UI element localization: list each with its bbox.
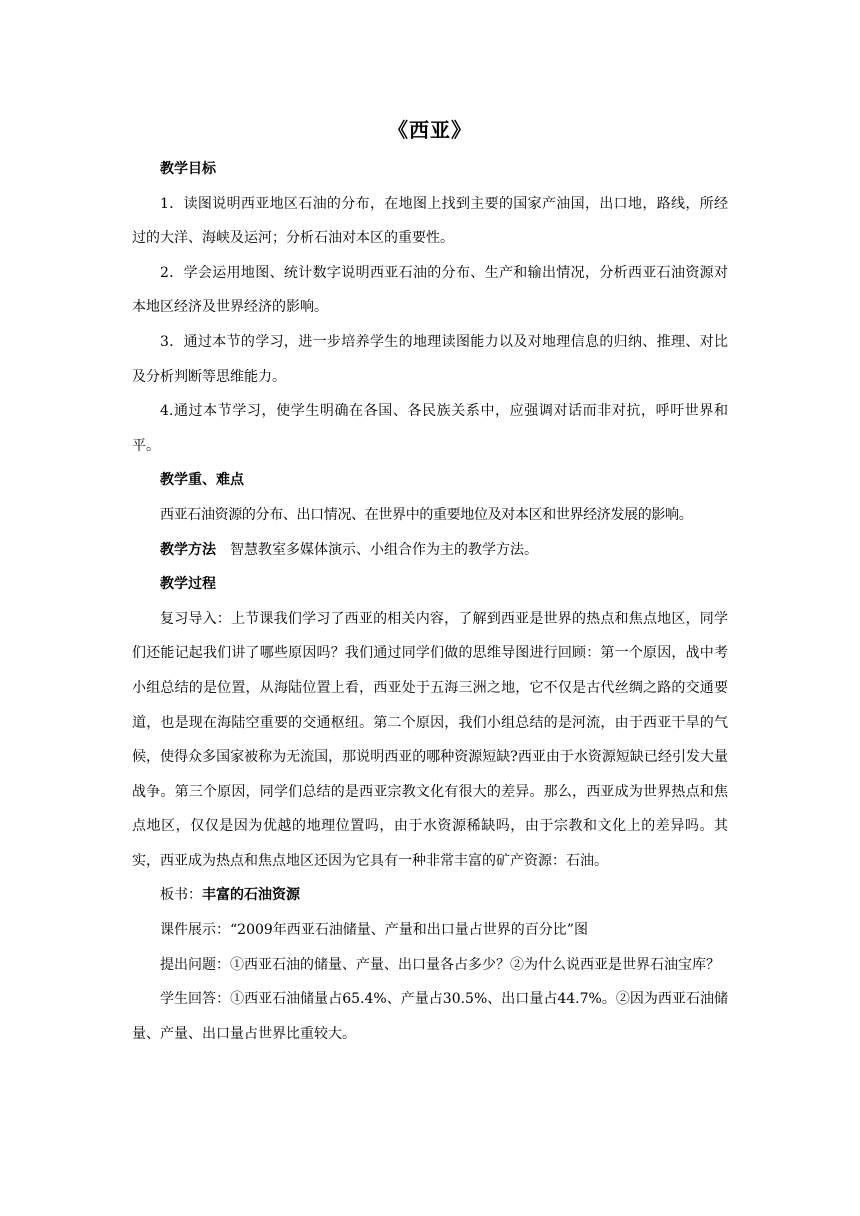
method-text: 智慧教室多媒体演示、小组合作为主的教学方法。	[230, 541, 538, 558]
document-body	[132, 152, 728, 1051]
board-paragraph	[132, 878, 728, 913]
board-text: 丰富的石油资源	[202, 887, 300, 904]
goal-item-4: 4.通过本节学习，使学生明确在各国、各民族关系中，应强调对话而非对抗，呼吁世界和平。	[132, 403, 728, 454]
method-paragraph	[132, 533, 728, 568]
goals-heading: 教学目标	[160, 161, 216, 177]
intro-paragraph: 复习导入：上节课我们学习了西亚的相关内容，了解到西亚是世界的热点和焦点地区，同学们还能记起我们讲了哪些原因吗？我们通过同学们做的思维导图进行回顾：第一个原因，战中考小组总结的是位置，从海陆位置上看，西亚处于五海三洲之地，它不仅是古代丝绸之路的交通要道，也是现在海陆空重要的交通枢纽。第二个原因，我们小组总结的是河流，由于西亚干旱的气候，使得众多国家被称为无流国，那说明西亚的哪种资源短缺?西亚由于水资源短缺已经引发大量战争。第三个原因，同学们总结的是西亚宗教文化有很大的差异。那么，西亚成为世界热点和焦点地区，仅仅是因为优越的地理位置吗，由于水资源稀缺吗，由于宗教和文化上的差异吗。其实，西亚成为热点和焦点地区还因为它具有一种非常丰富的矿产资源：石油。	[132, 610, 728, 869]
courseware-paragraph: 课件展示：“2009年西亚石油储量、产量和出口量占世界的百分比”图	[160, 922, 588, 939]
board-label: 板书：	[160, 887, 202, 904]
question-paragraph: 提出问题：①西亚石油的储量、产量、出口量各占多少？②为什么说西亚是世界石油宝库？	[160, 956, 720, 973]
answer-paragraph: 学生回答：①西亚石油储量占65.4%、产量占30.5%、出口量占44.7%。②因为西亚石油储量、产量、出口量占世界比重较大。	[132, 991, 728, 1042]
key-points-text: 西亚石油资源的分布、出口情况、在世界中的重要地位及对本区和世界经济发展的影响。	[160, 506, 693, 523]
goal-item-2: 2．学会运用地图、统计数字说明西亚石油的分布、生产和输出情况，分析西亚石油资源对本地区经济及世界经济的影响。	[132, 264, 728, 316]
method-label: 教学方法	[160, 541, 216, 558]
process-heading: 教学过程	[160, 576, 216, 593]
document-title: 《西亚》	[388, 118, 472, 142]
key-points-heading: 教学重、难点	[160, 472, 244, 489]
goal-item-1: 1．读图说明西亚地区石油的分布，在地图上找到主要的国家产油国，出口地，路线，所经过的大洋、海峡及运河；分析石油对本区的重要性。	[132, 195, 728, 247]
goal-item-3: 3．通过本节的学习，进一步培养学生的地理读图能力以及对地理信息的归纳、推理、对比及分析判断等思维能力。	[132, 333, 728, 385]
